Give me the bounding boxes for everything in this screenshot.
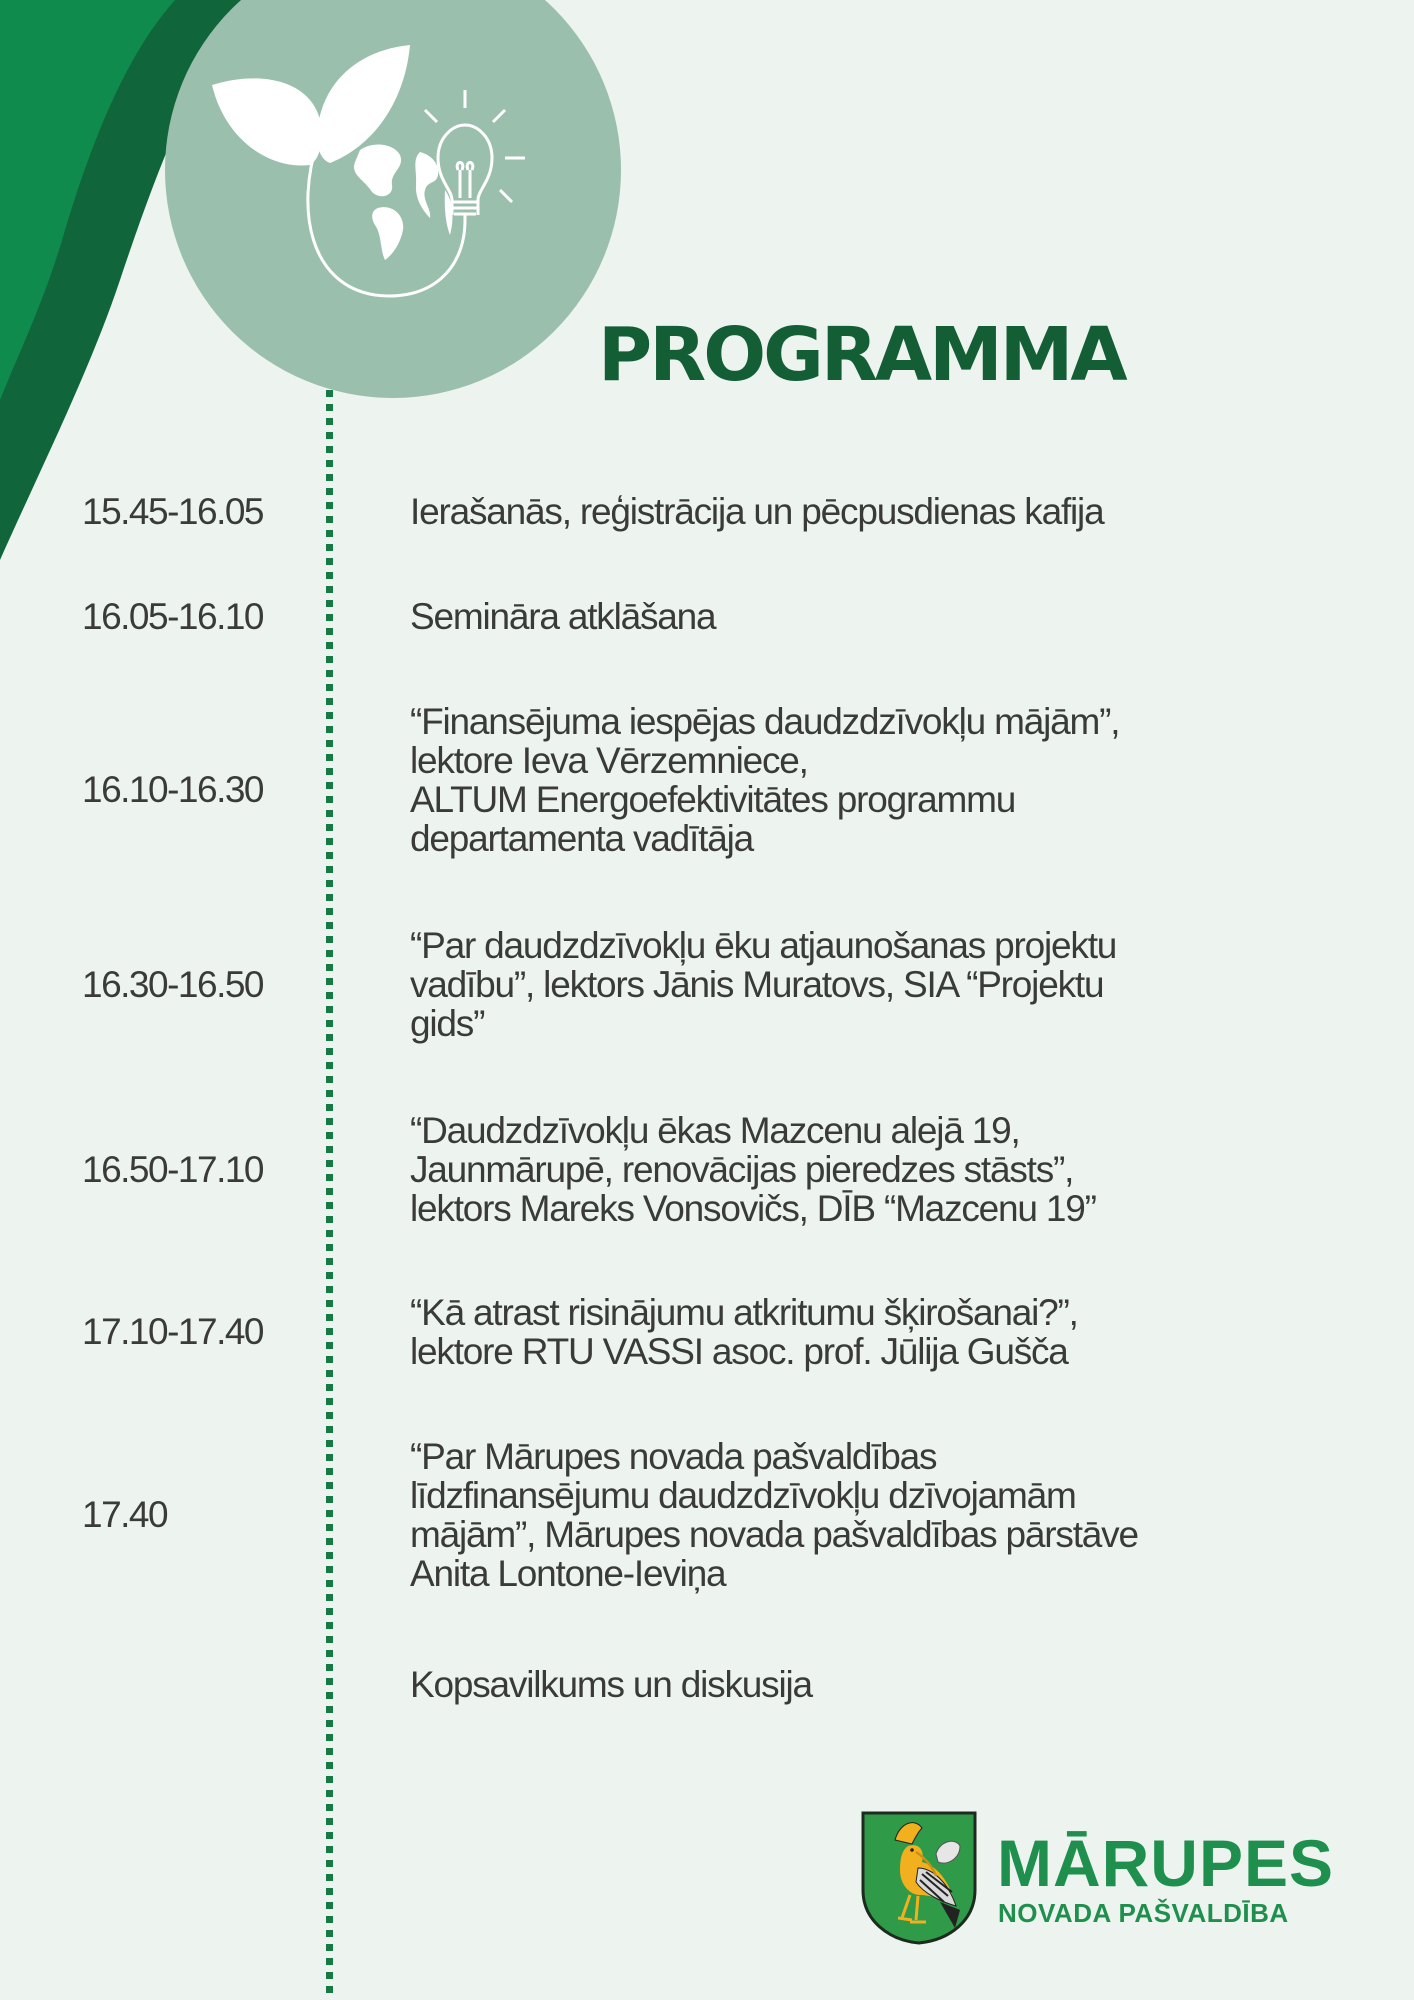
description-line: Semināra atklāšana (410, 596, 716, 637)
description-line: Kopsavilkums un diskusija (410, 1664, 812, 1705)
description-line: mājām”, Mārupes novada pašvaldības pārstāve (410, 1514, 1138, 1555)
timeline-dotted-line (326, 390, 333, 2000)
program-description (410, 1111, 1360, 1228)
description-line: “Finansējuma iespējas daudzdzīvokļu mājām”, (410, 701, 1120, 742)
program-description (410, 702, 1360, 858)
description-line: lektore Ieva Vērzemniece, (410, 740, 808, 781)
description-line: “Par daudzdzīvokļu ēku atjaunošanas projektu (410, 925, 1117, 966)
program-description (410, 1293, 1360, 1371)
program-time: 16.10-16.30 (82, 769, 264, 810)
description-line: līdzfinansējumu daudzdzīvokļu dzīvojamām (410, 1475, 1076, 1516)
description-line: “Kā atrast risinājumu atkritumu šķirošanai?”, (410, 1292, 1078, 1333)
program-description (410, 1437, 1360, 1593)
description-line: ALTUM Energoefektivitātes programmu (410, 779, 1016, 820)
description-line: “Par Mārupes novada pašvaldības (410, 1436, 937, 1477)
hoopoe-coat-of-arms-icon (860, 1810, 978, 1946)
program-description (410, 1665, 1360, 1704)
description-line: Jaunmārupē, renovācijas pieredzes stāsts”, (410, 1149, 1074, 1190)
description-line: gids” (410, 1003, 485, 1044)
program-time: 15.45-16.05 (82, 491, 264, 532)
program-time: 16.30-16.50 (82, 964, 264, 1005)
marupes-logo (860, 1810, 1340, 1950)
plant-globe-lightbulb-icon (200, 40, 580, 320)
logo-name: MĀRUPES (997, 1826, 1335, 1900)
description-line: departamenta vadītāja (410, 818, 753, 859)
description-line: Ierašanās, reģistrācija un pēcpusdienas kafija (410, 491, 1104, 532)
description-line: lektore RTU VASSI asoc. prof. Jūlija Gušča (410, 1331, 1068, 1372)
logo-subtitle: NOVADA PAŠVALDĪBA (998, 1898, 1289, 1928)
program-time: 17.10-17.40 (82, 1311, 264, 1352)
description-line: lektors Mareks Vonsovičs, DĪB “Mazcenu 19” (410, 1188, 1096, 1229)
program-time: 17.40 (82, 1494, 168, 1535)
description-line: vadību”, lektors Jānis Muratovs, SIA “Projektu (410, 964, 1104, 1005)
program-description (410, 492, 1360, 531)
page-title: PROGRAMMA (598, 312, 1125, 398)
program-description (410, 597, 1360, 636)
program-time: 16.50-17.10 (82, 1149, 264, 1190)
description-line: “Daudzdzīvokļu ēkas Mazcenu alejā 19, (410, 1110, 1020, 1151)
program-time: 16.05-16.10 (82, 596, 264, 637)
description-line: Anita Lontone-Ieviņa (410, 1553, 726, 1594)
program-description (410, 926, 1360, 1043)
